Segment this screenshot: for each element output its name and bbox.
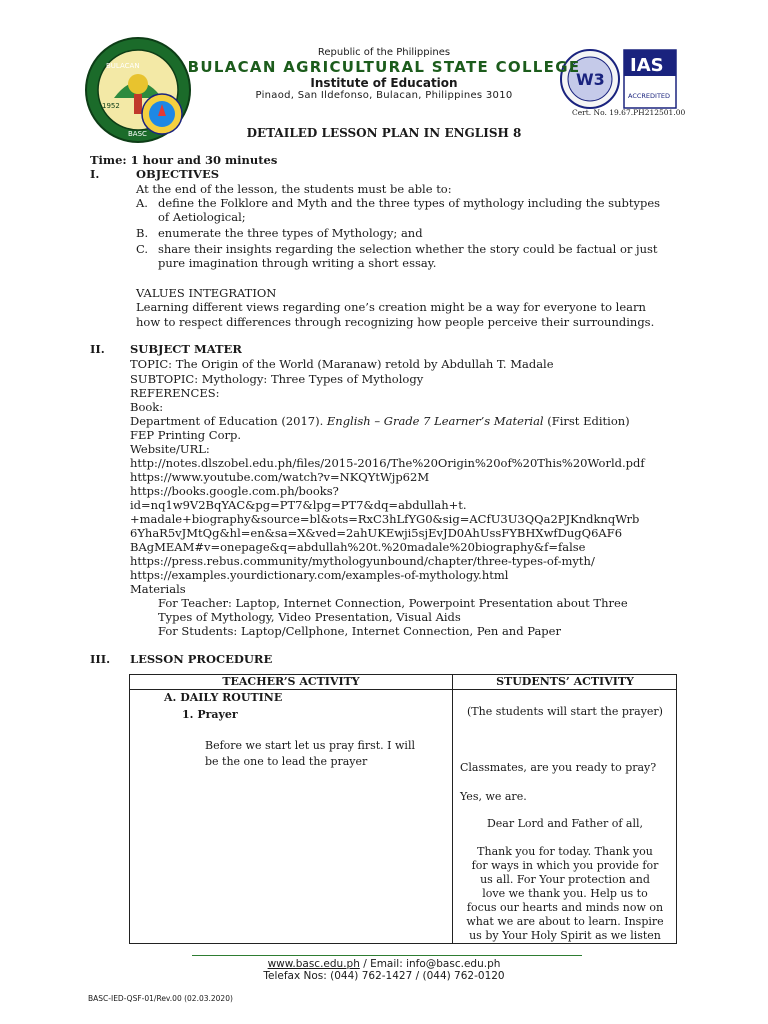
footer-divider [192, 955, 582, 956]
section-1-number: I. [90, 167, 100, 181]
telefax-line: Telefax Nos: (044) 762-1427 / (044) 762-0120 [263, 970, 505, 982]
objective-a-line1: define the Folklore and Myth and the three types of mythology including the subtypes [158, 196, 661, 210]
reference-url[interactable]: +madale+biography&source=bl&ots=RxC3hLfYG0&sig=ACfU3U3QQa2PJKndknqWrb [130, 512, 640, 526]
reference-url[interactable]: https://books.google.com.ph/books? [130, 484, 339, 498]
daily-routine-label: A. DAILY ROUTINE [164, 691, 283, 704]
institute-name: Institute of Education [310, 76, 458, 90]
table-header-divider [130, 689, 676, 690]
prayer-opening: Dear Lord and Father of all, [486, 817, 644, 830]
students-start-prayer: (The students will start the prayer) [467, 705, 663, 718]
teacher-materials-line2: Types of Mythology, Video Presentation, Visual Aids [158, 610, 461, 624]
time-allotment: Time: 1 hour and 30 minutes [90, 153, 278, 167]
prayer-line: what we are about to learn. Inspire [466, 915, 664, 928]
email-text: / Email: info@basc.edu.ph [359, 958, 501, 970]
republic-line: Republic of the Philippines [317, 47, 451, 58]
book-publisher: FEP Printing Corp. [130, 428, 242, 442]
footer-contact-line [0, 958, 768, 970]
objective-b-line1: enumerate the three types of Mythology; and [158, 226, 423, 240]
teacher-prayer-line2: be the one to lead the prayer [205, 755, 368, 768]
subject-heading: SUBJECT MATER [130, 342, 242, 356]
ias-accredited-text: ACCREDITED [628, 92, 671, 100]
topic-line: TOPIC: The Origin of the World (Maranaw) retold by Abdullah T. Madale [130, 357, 554, 371]
college-name: BULACAN AGRICULTURAL STATE COLLEGE [187, 58, 581, 76]
classmates-ready: Classmates, are you ready to pray? [460, 761, 657, 774]
references-label: REFERENCES: [130, 386, 220, 400]
certificate-number: Cert. No. 19.67.PH212501.00 [572, 108, 686, 117]
prayer-label: 1. Prayer [182, 708, 238, 721]
teacher-materials-line1: For Teacher: Laptop, Internet Connection, Powerpoint Presentation about Three [158, 596, 628, 610]
w3-logo-text: W3 [576, 70, 605, 89]
teacher-prayer-line1: Before we start let us pray first. I will [205, 739, 415, 752]
book-citation-pre: Department of Education (2017). [130, 414, 327, 428]
book-title: English – Grade 7 Learner’s Material [326, 414, 544, 428]
objective-c-line2: pure imagination through writing a short essay. [158, 256, 437, 270]
prayer-line: us all. For Your protection and [480, 873, 650, 886]
ias-logo-text: IAS [630, 55, 664, 76]
objectives-heading: OBJECTIVES [136, 167, 220, 181]
objectives-intro: At the end of the lesson, the students must be able to: [136, 182, 452, 196]
subtopic-line: SUBTOPIC: Mythology: Three Types of Mythology [130, 372, 424, 386]
students-activity-header: STUDENTS’ ACTIVITY [496, 675, 634, 688]
values-line2: how to respect differences through recognizing how people perceive their surroundings. [136, 315, 655, 329]
reference-url[interactable]: https://www.youtube.com/watch?v=NKQYtWjp62M [130, 470, 430, 484]
materials-label: Materials [130, 582, 186, 596]
prayer-line: focus our hearts and minds now on [466, 901, 664, 914]
student-materials: For Students: Laptop/Cellphone, Internet Connection, Pen and Paper [158, 624, 561, 638]
prayer-line: love we thank you. Help us to [482, 887, 648, 900]
reference-url[interactable]: https://press.rebus.community/mythologyunbound/chapter/three-types-of-myth/ [130, 554, 595, 568]
procedure-heading: LESSON PROCEDURE [130, 652, 273, 666]
reference-url[interactable]: BAgMEAM#v=onepage&q=abdullah%20t.%20madale%20biography&f=false [130, 540, 586, 554]
prayer-line: us by Your Holy Spirit as we listen [469, 929, 661, 942]
values-line1: Learning different views regarding one’s creation might be a way for everyone to learn [136, 300, 646, 314]
website-label: Website/URL: [130, 442, 210, 456]
section-3-number: III. [90, 652, 111, 666]
objective-a-line2: of Aetiological; [158, 210, 246, 224]
reference-url[interactable]: 6YhaR5vJMtQg&hl=en&sa=X&ved=2ahUKEwji5sjEvJD0AhUssFYBHXwfDugQ6AF6 [130, 526, 623, 540]
section-2-number: II. [90, 342, 105, 356]
document-title: DETAILED LESSON PLAN IN ENGLISH 8 [246, 126, 522, 140]
prayer-line: Thank you for today. Thank you [477, 845, 653, 858]
reference-url[interactable]: https://examples.yourdictionary.com/examples-of-mythology.html [130, 568, 509, 582]
yes-we-are: Yes, we are. [460, 790, 527, 803]
seal-arc-text: BULACAN [106, 62, 140, 70]
reference-url[interactable]: id=nq1w9V2BqYAC&pg=PT7&lpg=PT7&dq=abdullah+t. [130, 498, 467, 512]
website-link[interactable]: www.basc.edu.ph [267, 958, 360, 970]
book-label: Book: [130, 400, 164, 414]
objective-c-line1: share their insights regarding the selection whether the story could be factual or just [158, 242, 658, 256]
reference-url[interactable]: http://notes.dlszobel.edu.ph/files/2015-2016/The%20Origin%20of%20This%20World.pdf [130, 456, 645, 470]
values-heading: VALUES INTEGRATION [136, 286, 277, 300]
seal-bottom-text: BASC [128, 130, 147, 138]
objective-b-letter: B. [136, 226, 149, 240]
seal-year-text: 1952 [102, 102, 120, 110]
college-address: Pinaod, San Ildefonso, Bulacan, Philippines 3010 [255, 90, 513, 101]
prayer-line: for ways in which you provide for [471, 859, 659, 872]
book-citation [130, 414, 630, 428]
book-citation-post: (First Edition) [543, 414, 630, 428]
teacher-activity-header: TEACHER’S ACTIVITY [222, 675, 360, 688]
objective-a-letter: A. [136, 196, 148, 210]
objective-c-letter: C. [136, 242, 149, 256]
activity-table [129, 674, 677, 944]
form-code: BASC-IED-QSF-01/Rev.00 (02.03.2020) [88, 994, 233, 1003]
